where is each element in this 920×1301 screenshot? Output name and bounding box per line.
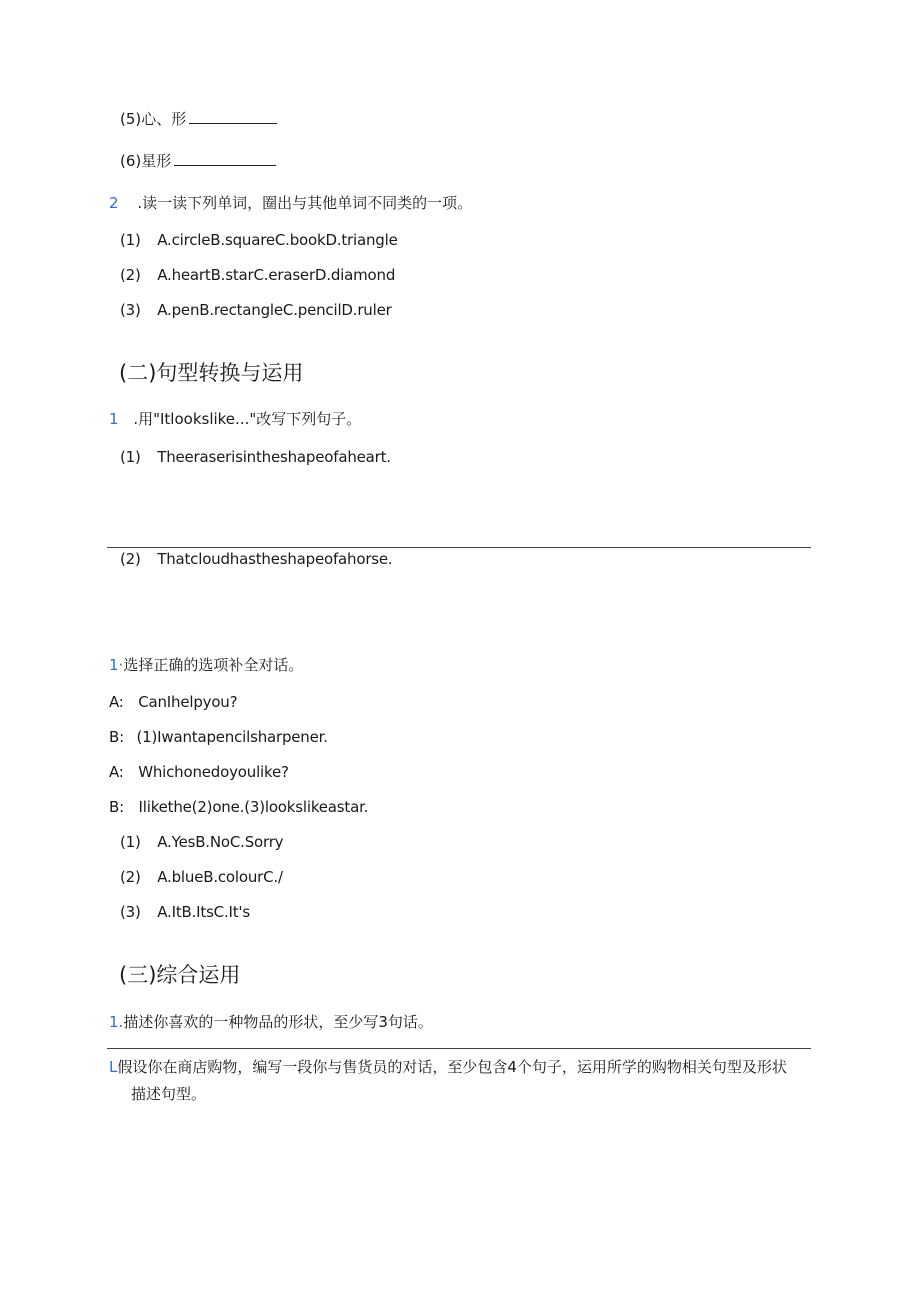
option-row [120,902,250,922]
section-heading: (三)综合运用 [119,963,241,987]
sentence-row [120,549,393,569]
sentence-row [120,447,391,467]
speaker: A: [109,763,124,781]
dialogue-line [109,692,237,712]
question-2 [109,193,472,213]
item-6-label: (6)星形 [120,152,172,170]
dialogue-text: (1)Iwantapencilsharpener. [136,728,328,746]
option-row [120,832,283,852]
item-text: Theeraserisintheshapeofaheart. [157,448,391,466]
question-instruction: 选择正确的选项补全对话。 [123,656,304,674]
speaker: B: [109,798,124,816]
item-text: A.penB.rectangleC.pencilD.ruler [157,301,392,319]
question-number: 1· [109,656,124,674]
question-instruction: .用"Itlookslike..."改写下列句子。 [133,410,362,428]
question-2 [109,1057,787,1077]
speaker: A: [109,693,124,711]
dialogue-line [109,797,368,817]
option-row [120,265,395,285]
option-row [120,230,398,250]
item-text: A.circleB.squareC.bookD.triangle [157,231,398,249]
item-number: (1) [120,231,141,249]
dialogue-text: CanIhelpyou? [138,693,238,711]
question-text: 假设你在商店购物，编写一段你与售货员的对话，至少包含4个句子，运用所学的购物相关句型及形状 [117,1058,787,1076]
dialogue-text: Ilikethe(2)one.(3)lookslikeastar. [138,798,369,816]
item-text: A.blueB.colourC./ [157,868,283,886]
item-text: A.heartB.starC.eraserD.diamond [157,266,396,284]
question-text: 描述你喜欢的一种物品的形状，至少写3句话。 [123,1013,433,1031]
option-row [120,867,283,887]
answer-blank[interactable] [174,151,276,166]
item-number: (3) [120,903,141,921]
question-number: 1. [109,1013,124,1031]
item-5-label: (5)心、形 [120,110,187,128]
item-text: Thatcloudhastheshapeofahorse. [157,550,393,568]
item-number: (2) [120,266,141,284]
item-number: (2) [120,868,141,886]
option-row [120,300,392,320]
item-text: A.YesB.NoC.Sorry [157,833,284,851]
question-1 [109,1012,433,1032]
section-heading: (二)句型转换与运用 [119,361,304,385]
item-number: (1) [120,833,141,851]
item-text: A.ItB.ItsC.It's [157,903,250,921]
question-1 [109,409,361,429]
item-6 [120,151,276,171]
dialogue-question [109,655,303,675]
answer-line[interactable] [107,547,811,548]
question-number: L [109,1058,118,1076]
question-number: 1 [109,410,119,428]
item-5 [120,109,277,129]
item-number: (3) [120,301,141,319]
question-instruction: .读一读下列单词，圈出与其他单词不同类的一项。 [137,194,473,212]
dialogue-line [109,762,289,782]
dialogue-text: Whichonedoyoulike? [138,763,289,781]
answer-blank[interactable] [189,109,277,124]
item-number: (1) [120,448,141,466]
speaker: B: [109,728,124,746]
dialogue-line [109,727,328,747]
item-number: (2) [120,550,141,568]
answer-line[interactable] [107,1048,811,1049]
question-2-continuation: 描述句型。 [131,1085,207,1103]
question-number: 2 [109,194,119,212]
